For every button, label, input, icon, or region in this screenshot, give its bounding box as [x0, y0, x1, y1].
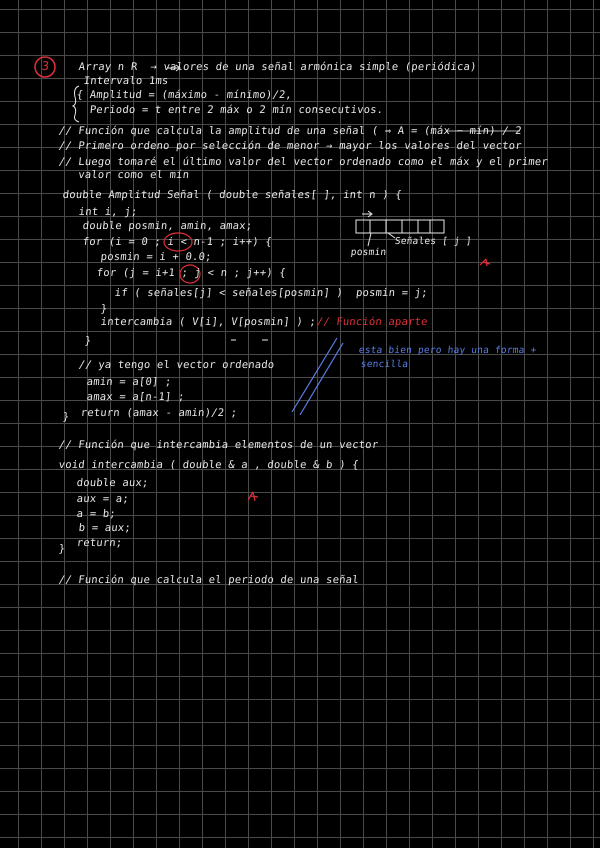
header-line-4: Periodo = t entre 2 máx o 2 mín consecutivos.	[76, 104, 384, 116]
code-line: }	[62, 411, 70, 423]
array-label: Señales [ j ]	[394, 236, 473, 247]
code-line: }	[100, 303, 108, 315]
blue-strike-1	[300, 343, 343, 415]
swap-line: return;	[76, 537, 124, 549]
function-signature: double Amplitud Señal ( double señales[ ], int n ) {	[62, 189, 403, 201]
code-line: double posmin, amin, amax;	[82, 220, 253, 232]
red-check-mark-2	[248, 492, 258, 501]
code-line: posmin = i + 0.0;	[100, 251, 213, 263]
code-line: intercambia ( V[i], V[posmin] ) ;	[100, 316, 317, 328]
code-line: amax = a[n-1] ;	[86, 391, 186, 403]
code-line: int i, j;	[78, 206, 139, 218]
problem-number: 3	[41, 59, 50, 73]
code-line: for (i = 0 ; i < n-1 ; i++) {	[82, 236, 273, 248]
swap-line: }	[58, 543, 66, 555]
comment-line-4: valor como el mín	[58, 169, 190, 181]
code-line: }	[84, 335, 92, 347]
header-line-1: Array n R → valores de una señal armónica simple (periódica)	[78, 61, 478, 73]
blue-strike-2	[292, 338, 337, 412]
posmin-label: posmin	[350, 247, 387, 258]
red-check-mark-1	[480, 259, 490, 266]
comment-line-1: // Función que calcula la amplitud de una señal ( ⇒ A = (máx − mín) / 2	[58, 125, 523, 137]
comment-line-3: // Luego tomaré el último valor del vector ordenado como el máx y el primer	[58, 156, 549, 168]
red-note: // Función aparte	[316, 316, 429, 328]
code-line: return (amax - amin)/2 ;	[80, 407, 238, 419]
swap-line: aux = a;	[76, 493, 130, 505]
swap-line: double aux;	[76, 477, 150, 489]
swap-comment: // Función que intercambia elementos de un vector	[58, 439, 379, 451]
swap-line: a = b;	[76, 508, 117, 520]
blue-note-line-1: esta bien pero hay una forma +	[358, 345, 537, 356]
swap-signature: void intercambia ( double & a , double & b ) {	[58, 459, 360, 471]
code-line: if ( señales[j] < señales[posmin] ) posmin = j;	[114, 287, 429, 299]
code-comment: // ya tengo el vector ordenado	[78, 359, 276, 371]
blue-note-line-2: sencilla	[360, 359, 409, 370]
code-line: for (j = i+1 ; j < n ; j++) {	[96, 267, 287, 279]
header-line-2: Intervalo 1ms	[83, 75, 170, 87]
header-line-3: { Amplitud = (máximo - mínimo)/2,	[76, 89, 293, 101]
code-line: amin = a[0] ;	[86, 376, 173, 388]
swap-line: b = aux;	[78, 522, 132, 534]
comment-line-2: // Primero ordeno por selección de menor → mayor los valores del vector	[58, 140, 523, 152]
final-comment: // Función que calcula el periodo de una señal	[58, 574, 360, 586]
